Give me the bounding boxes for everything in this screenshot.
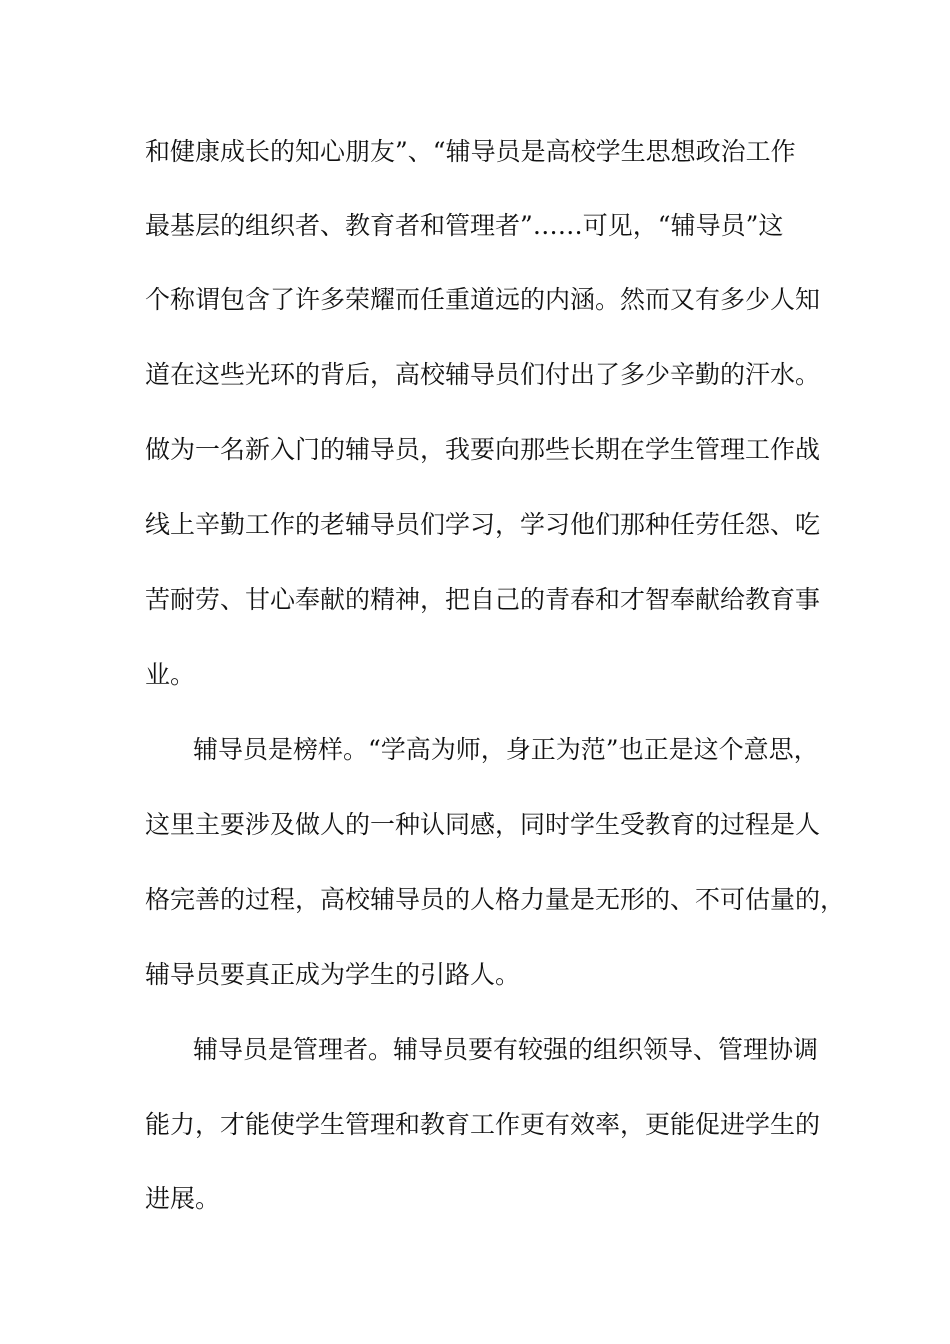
paragraph-first-line: 辅导员是榜样。“学高为师，身正为范”也正是这个意思， xyxy=(193,735,819,764)
text-line: 能力，才能使学生管理和教育工作更有效率，更能促进学生的 xyxy=(145,1110,821,1139)
text-line: 和健康成长的知心朋友”、“辅导员是高校学生思想政治工作 xyxy=(145,137,796,166)
text-line: 做为一名新入门的辅导员，我要向那些长期在学生管理工作战 xyxy=(145,435,821,464)
text-line: 苦耐劳、甘心奉献的精神，把自己的青春和才智奉献给教育事 xyxy=(145,585,821,614)
text-line: 格完善的过程，高校辅导员的人格力量是无形的、不可估量的， xyxy=(145,885,846,914)
text-line: 辅导员要真正成为学生的引路人。 xyxy=(145,960,521,989)
text-line: 业。 xyxy=(145,660,196,689)
text-line: 个称谓包含了许多荣耀而任重道远的内涵。然而又有多少人知 xyxy=(145,285,821,314)
paragraph-first-line: 辅导员是管理者。辅导员要有较强的组织领导、管理协调 xyxy=(193,1035,819,1064)
text-line: 进展。 xyxy=(145,1184,221,1213)
text-line: 道在这些光环的背后，高校辅导员们付出了多少辛勤的汗水。 xyxy=(145,360,821,389)
text-line: 最基层的组织者、教育者和管理者”……可见，“辅导员”这 xyxy=(145,211,784,240)
text-line: 这里主要涉及做人的一种认同感，同时学生受教育的过程是人 xyxy=(145,810,821,839)
text-line: 线上辛勤工作的老辅导员们学习，学习他们那种任劳任怨、吃 xyxy=(145,510,821,539)
